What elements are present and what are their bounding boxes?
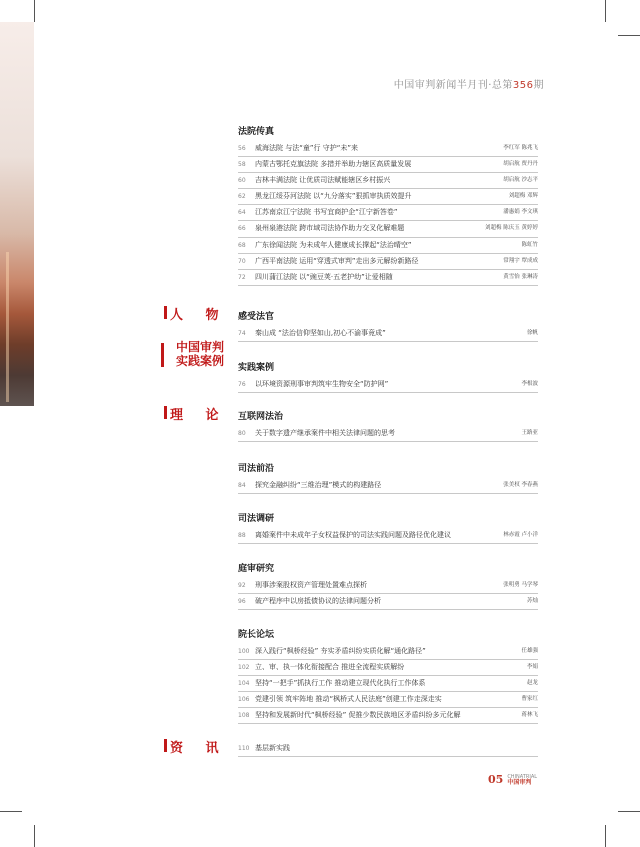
issue-number: 356 bbox=[512, 80, 534, 91]
toc-entry-title: 深入践行“枫桥经验” 夯实矛盾纠纷实质化解“通化路径” bbox=[255, 647, 426, 655]
category-cases bbox=[165, 340, 235, 368]
toc-entry-title: 基层新实践 bbox=[255, 744, 290, 752]
page-footer bbox=[488, 773, 537, 786]
toc-entry[interactable] bbox=[238, 426, 538, 442]
toc-section-feel-judge bbox=[238, 309, 538, 342]
toc-entry-author: 常翔宇 覃成成 bbox=[503, 257, 538, 264]
crop-mark bbox=[0, 811, 22, 812]
toc-entry-page: 60 bbox=[238, 177, 246, 185]
toc-entry-page: 64 bbox=[238, 209, 246, 217]
toc-entry-page: 106 bbox=[238, 696, 250, 704]
toc-entry-page: 80 bbox=[238, 430, 246, 437]
toc-entry-page: 108 bbox=[238, 712, 250, 720]
toc-entry-title: 坚持“一把手”抓执行工作 推动建立现代化执行工作体系 bbox=[255, 679, 426, 688]
toc-entry[interactable] bbox=[238, 676, 538, 692]
toc-entry-page: 100 bbox=[238, 648, 250, 655]
toc-entry-page: 96 bbox=[238, 598, 246, 606]
brand-en: CHINATRIAL bbox=[507, 774, 538, 780]
toc-entry-page: 56 bbox=[238, 145, 246, 152]
toc-entry[interactable] bbox=[238, 478, 538, 494]
toc-entry-page: 76 bbox=[238, 381, 246, 388]
toc-entry-author: 李娟 bbox=[526, 664, 538, 671]
toc-entry[interactable] bbox=[238, 205, 538, 221]
toc-entry-title: 四川蒲江法院 以“豌豆荚·五老护幼”让爱相随 bbox=[255, 272, 393, 281]
toc-entry-author: 徐帆 bbox=[526, 330, 538, 336]
toc-entry-author: 李红军 陈兆飞 bbox=[503, 145, 538, 151]
section-title: 实践案例 bbox=[238, 363, 275, 373]
toc-entry-author: 刘超梅 邓辉 bbox=[508, 193, 538, 200]
toc-entry-author: 胡启航 贾丹丹 bbox=[503, 161, 538, 168]
crop-mark bbox=[605, 825, 606, 847]
toc-entry[interactable] bbox=[238, 644, 538, 660]
toc-entry[interactable] bbox=[238, 377, 538, 393]
category-cases-line2: 实践案例 bbox=[175, 354, 224, 368]
toc-entry-title: 黑龙江绥芬河法院 以“九分落实”狠抓审执质效提升 bbox=[255, 192, 412, 201]
toc-entry-page: 74 bbox=[238, 330, 246, 337]
category-theory: 理 论 bbox=[170, 404, 228, 423]
toc-entry-page: 70 bbox=[238, 257, 246, 265]
toc-entry-page: 88 bbox=[238, 532, 246, 539]
toc-entry-author: 胡启航 沙志平 bbox=[503, 177, 538, 184]
toc-entry[interactable] bbox=[238, 221, 538, 237]
toc-entry-page: 58 bbox=[238, 161, 246, 169]
section-title: 司法前沿 bbox=[238, 464, 275, 474]
toc-entry[interactable] bbox=[238, 528, 538, 544]
brand-logo bbox=[507, 774, 537, 786]
toc-section-judicial-research bbox=[238, 511, 538, 544]
toc-entry-title: 刑事涉案股权资产管理处置难点探析 bbox=[255, 581, 367, 589]
toc-entry-author: 张美权 李春燕 bbox=[503, 482, 538, 488]
toc-entry[interactable] bbox=[238, 173, 538, 189]
toc-section-judicial-frontier bbox=[238, 461, 538, 494]
toc-entry-author: 李根波 bbox=[521, 381, 538, 387]
toc-entry-title: 广东徐闻法院 为未成年人健康成长撑起“法治晴空” bbox=[255, 240, 412, 249]
section-title: 互联网法治 bbox=[238, 412, 284, 422]
toc-entry-title: 泉州泉港法院 跨市域司法协作助力交叉化解难题 bbox=[255, 224, 405, 233]
decorative-photo-strip bbox=[0, 22, 34, 406]
toc-section-court-fax bbox=[238, 124, 538, 286]
toc-entry[interactable] bbox=[238, 157, 538, 173]
toc-section-president-forum bbox=[238, 627, 538, 724]
page-number: 05 bbox=[488, 773, 504, 786]
toc-entry-title: 党建引领 筑牢阵地 推动“枫桥式人民法庭”创建工作走深走实 bbox=[255, 695, 442, 704]
toc-entry-page: 104 bbox=[238, 680, 250, 688]
toc-entry-title: 广西平南法院 运用“穿透式审判”走出多元解纷新路径 bbox=[255, 256, 419, 265]
toc-entry-title: 破产程序中以房抵债协议的法律问题分析 bbox=[255, 597, 381, 606]
toc-entry-author: 任雄强 bbox=[521, 648, 538, 654]
toc-entry-author: 苏灿 bbox=[526, 598, 538, 605]
issue-suffix: 期 bbox=[533, 80, 544, 91]
toc-entry-title: 坚持和发展新时代“枫桥经验” 促推少数民族地区矛盾纠纷多元化解 bbox=[255, 711, 461, 720]
toc-entry-title: 吉林丰满法院 让优质司法赋能辖区乡村振兴 bbox=[255, 176, 391, 185]
category-news: 资 讯 bbox=[170, 737, 228, 756]
toc-entry[interactable] bbox=[238, 594, 538, 610]
toc-entry-page: 92 bbox=[238, 582, 246, 589]
category-people: 人 物 bbox=[170, 304, 228, 323]
toc-entry-author: 黄雪怡 张琳涛 bbox=[503, 273, 538, 280]
toc-entry-page: 102 bbox=[238, 664, 250, 672]
toc-entry[interactable] bbox=[238, 141, 538, 157]
toc-entry-page: 72 bbox=[238, 273, 246, 281]
toc-entry[interactable] bbox=[238, 326, 538, 342]
toc-entry[interactable] bbox=[238, 741, 538, 757]
toc-entry-author: 潘惠娟 李文琪 bbox=[503, 209, 538, 216]
toc-entry-author: 陈虹竹 bbox=[521, 241, 538, 248]
toc-entry[interactable] bbox=[238, 254, 538, 270]
toc-entry-author: 蒋林飞 bbox=[521, 712, 538, 719]
toc-entry[interactable] bbox=[238, 270, 538, 286]
crop-mark bbox=[605, 0, 606, 22]
toc-entry-page: 62 bbox=[238, 193, 246, 201]
toc-entry[interactable] bbox=[238, 708, 538, 724]
crop-mark bbox=[34, 825, 35, 847]
toc-entry[interactable] bbox=[238, 692, 538, 708]
toc-entry-title: 关于数字遗产继承案件中相关法律问题的思考 bbox=[255, 429, 395, 437]
toc-entry-title: 内蒙古鄂托克旗法院 多措并举助力辖区高质量发展 bbox=[255, 160, 412, 169]
toc-entry[interactable] bbox=[238, 238, 538, 254]
toc-entry-author: 刘超梅 陈庆玉 黄婷婷 bbox=[485, 225, 538, 232]
toc-section-news bbox=[238, 741, 538, 757]
magazine-header bbox=[394, 76, 544, 91]
toc-section-trial-research bbox=[238, 561, 538, 610]
toc-entry[interactable] bbox=[238, 578, 538, 594]
section-title: 庭审研究 bbox=[238, 564, 275, 574]
magazine-title: 中国审判新闻半月刊·总第 bbox=[393, 80, 513, 91]
toc-entry-title: 以环境资源刑事审判筑牢生物安全“防护网” bbox=[255, 380, 389, 388]
toc-entry-title: 立、审、执一体化衔接配合 推进全流程实质解纷 bbox=[255, 663, 405, 672]
toc-entry-page: 110 bbox=[238, 745, 250, 752]
section-title: 感受法官 bbox=[238, 312, 275, 322]
section-title: 司法调研 bbox=[238, 514, 275, 524]
toc-entry-author: 赵龙 bbox=[526, 680, 538, 687]
toc-entry[interactable] bbox=[238, 660, 538, 676]
toc-entry-title: 探究金融纠纷“三维治理”模式的构建路径 bbox=[255, 481, 382, 489]
toc-entry-author: 曹家红 bbox=[521, 696, 538, 703]
toc-entry-title: 江苏南京江宁法院 书写宜商护企“江宁新答卷” bbox=[255, 208, 398, 217]
toc-section-practice-cases bbox=[238, 360, 538, 393]
crop-mark bbox=[34, 0, 35, 22]
toc-entry-author: 林赤霞 卢小洋 bbox=[503, 532, 538, 538]
toc-entry-title: 离婚案件中未成年子女权益保护的司法实践问题及路径优化建议 bbox=[255, 531, 451, 539]
crop-mark bbox=[618, 35, 640, 36]
toc-section-internet-law bbox=[238, 409, 538, 442]
brand-cn: 中国审判 bbox=[507, 779, 532, 786]
toc-entry-page: 66 bbox=[238, 225, 246, 233]
toc-entry-title: 威海法院 与法“童”行 守护“未”来 bbox=[255, 144, 358, 152]
toc-entry[interactable] bbox=[238, 189, 538, 205]
toc-entry-author: 王路亚 bbox=[521, 430, 538, 436]
section-title: 院长论坛 bbox=[238, 630, 275, 640]
toc-entry-page: 84 bbox=[238, 482, 246, 489]
crop-mark bbox=[618, 811, 640, 812]
section-title: 法院传真 bbox=[238, 127, 275, 137]
toc-entry-page: 68 bbox=[238, 241, 246, 249]
toc-entry-title: 秦山成 “法治信仰坚如山,初心不渝事竟成” bbox=[255, 329, 386, 337]
toc-entry-author: 张明勇 马学琴 bbox=[503, 582, 538, 588]
category-cases-line1: 中国审判 bbox=[175, 340, 224, 354]
